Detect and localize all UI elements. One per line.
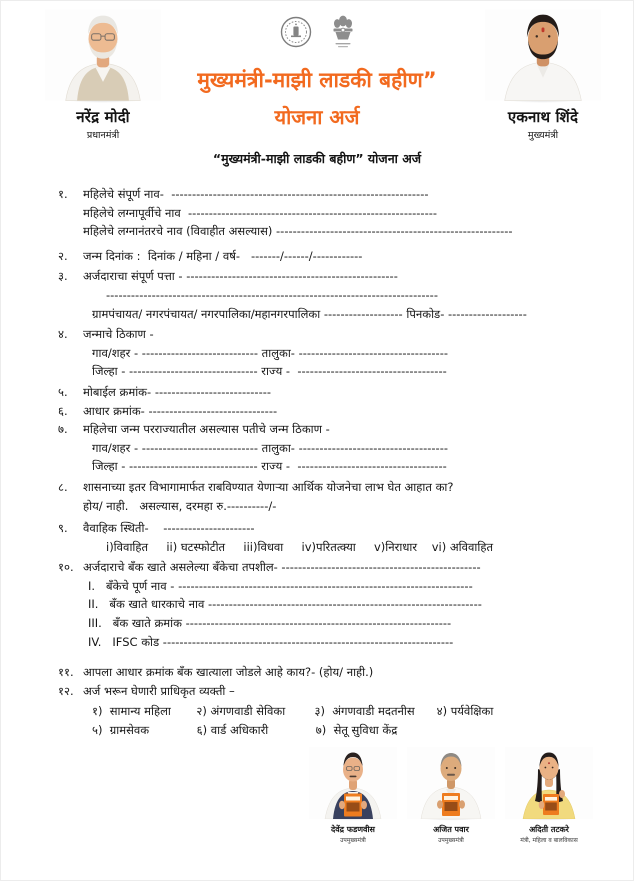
item-text: आधार क्रमांक- ------------------------------- xyxy=(83,403,278,418)
item-number: ७. xyxy=(58,422,68,437)
item-text: गाव/शहर - ---------------------------- तालुका- ------------------------------------ xyxy=(92,345,448,360)
form-line xyxy=(58,577,617,596)
item-text: महिलेचे लग्नानंतरचे नाव (विवाहीत असल्यास) --------------------------------------------------------- xyxy=(83,224,513,239)
maharashtra-seal-icon xyxy=(278,14,314,52)
item-number: ११. xyxy=(58,665,74,680)
form-line xyxy=(58,383,617,402)
item-text: अर्जदाराचा संपूर्ण पत्ता - --------------------------------------------------- xyxy=(83,269,398,284)
official-role: उपमुख्यमंत्री xyxy=(438,837,464,844)
item-text: ग्रामपंचायत/ नगरपंचायत/ नगरपालिका/महानगरपालिका ------------------- पिनकोड- ------------------- xyxy=(92,306,527,321)
form-line xyxy=(58,519,617,538)
footer-officials xyxy=(309,747,593,844)
item-text: गाव/शहर - ---------------------------- तालुका- ------------------------------------ xyxy=(92,440,448,455)
item-text: IV. IFSC कोड ---------------------------------------------------------------------- xyxy=(88,634,454,649)
form-line xyxy=(58,267,617,286)
form-line xyxy=(58,595,617,614)
item-number: २. xyxy=(58,248,68,263)
item-number xyxy=(58,204,83,223)
official-role: मुख्यमंत्री xyxy=(527,130,559,141)
form-line xyxy=(58,402,617,421)
scheme-title-line1: मुख्यमंत्री-माझी लाडकी बहीण” xyxy=(197,68,437,92)
form-line xyxy=(58,362,617,381)
item-number: ९. xyxy=(58,521,68,536)
form-line xyxy=(58,457,617,476)
form-line xyxy=(58,305,617,324)
form-line xyxy=(58,478,617,497)
item-number xyxy=(58,222,83,241)
item-text: जन्माचे ठिकाण - xyxy=(83,327,154,342)
form-line xyxy=(58,538,617,557)
form-line xyxy=(58,344,617,363)
form-line xyxy=(58,558,617,577)
form-line xyxy=(58,247,617,266)
official-name: अदिती तटकरे xyxy=(529,825,569,834)
emblems xyxy=(1,13,633,53)
official-role: प्रधानमंत्री xyxy=(86,130,120,141)
form-line xyxy=(58,204,617,223)
item-text: III. बँक खाते क्रमांक ---------------------------------------------------------------- xyxy=(88,616,452,631)
form-line xyxy=(58,222,617,241)
item-text: II. बँक खाते धारकाचे नाव ------------------------------------------------------------------ xyxy=(88,597,482,612)
item-text: -------------------------------------------------------------------------------- xyxy=(106,287,438,302)
scheme-title xyxy=(1,67,633,129)
item-text: ५) ग्रामसेवक ६) वार्ड अधिकारी ७) सेतू सुविधा केंद्र xyxy=(92,723,398,738)
footer-official-pawar xyxy=(407,747,495,844)
form-line xyxy=(58,663,617,682)
item-text: जन्म दिनांक : दिनांक / महिना / वर्ष- -------/------/------------ xyxy=(83,248,363,263)
tatkare-portrait-icon xyxy=(505,747,593,819)
form-line xyxy=(58,702,617,721)
item-text: अर्ज भरून घेणारी प्राधिकृत व्यक्ती – xyxy=(83,683,235,698)
footer-official-fadnavis xyxy=(309,747,397,844)
official-name: नरेंद्र मोदी xyxy=(76,108,130,126)
form-lines xyxy=(58,185,617,740)
official-name: देवेंद्र फडणवीस xyxy=(331,825,375,834)
item-number xyxy=(58,497,83,516)
item-number: १२. xyxy=(58,683,74,698)
form-line xyxy=(58,439,617,458)
footer-official-tatkare xyxy=(505,747,593,844)
item-text: अर्जदाराचे बँक खाते असलेल्या बँकेचा तपशील- ------------------------------------------------ xyxy=(83,560,481,575)
item-text: I. बँकेचे पूर्ण नाव - ----------------------------------------------------------------------- xyxy=(88,578,473,593)
form-line xyxy=(58,497,617,516)
form-line xyxy=(58,682,617,701)
fadnavis-photo xyxy=(309,747,397,819)
item-number: १. xyxy=(58,187,68,201)
item-text: शासनाच्या इतर विभागामार्फत राबविण्यात येणाऱ्या आर्थिक योजनेचा लाभ घेत आहात का? xyxy=(83,479,454,494)
item-text: वैवाहिक स्थिती- ---------------------- xyxy=(83,521,255,536)
pawar-photo xyxy=(407,747,495,819)
fadnavis-portrait-icon xyxy=(309,747,397,819)
item-number: ८. xyxy=(58,479,68,494)
item-number: ६. xyxy=(58,403,68,418)
item-number: १०. xyxy=(58,560,74,575)
scheme-title-line2: योजना अर्ज xyxy=(274,105,360,129)
item-text: महिलेचे लग्नापूर्वीचे नाव ------------------------------------------------------------ xyxy=(83,205,438,220)
item-text: १) सामान्य महिला २) अंगणवाडी सेविका ३) अंगणवाडी मदतनीस ४) पर्यवेक्षिका xyxy=(92,704,494,719)
form-line xyxy=(58,286,617,305)
item-number: ४. xyxy=(58,327,68,342)
form-line xyxy=(58,721,617,740)
form-line xyxy=(58,633,617,652)
item-text: महिलेचा जन्म परराज्यातील असल्यास पतीचे जन्म ठिकाण - xyxy=(83,422,330,437)
pawar-portrait-icon xyxy=(407,747,495,819)
tatkare-photo xyxy=(505,747,593,819)
official-role: उपमुख्यमंत्री xyxy=(340,837,366,844)
item-number: ५. xyxy=(58,384,68,399)
item-text: मोबाईल क्रमांक- ---------------------------- xyxy=(83,384,272,399)
form-subtitle: “मुख्यमंत्री-माझी लाडकी बहीण” योजना अर्ज xyxy=(212,151,422,166)
item-text: महिलेचे संपूर्ण नाव- -------------------------------------------------------------- xyxy=(83,187,429,201)
item-text: जिल्हा - ------------------------------- राज्य - ------------------------------------ xyxy=(92,364,447,379)
official-name: अजित पवार xyxy=(433,825,469,834)
form-line xyxy=(58,614,617,633)
item-text: होय/ नाही. असल्यास, दरमहा रु.----------/- xyxy=(83,498,277,513)
official-name: एकनाथ शिंदे xyxy=(507,108,579,126)
item-text: जिल्हा - ------------------------------- राज्य - ------------------------------------ xyxy=(92,459,447,474)
item-number: ३. xyxy=(58,269,68,284)
form-line xyxy=(58,185,617,204)
item-text: i)विवाहित ii) घटस्फोटीत iii)विधवा iv)परितत्क्या v)निराधार vi) अविवाहित xyxy=(106,539,494,554)
form-line xyxy=(58,325,617,344)
ashoka-emblem-icon xyxy=(330,13,356,53)
form-line xyxy=(58,420,617,439)
item-text: आपला आधार क्रमांक बँक खात्याला जोडले आहे काय?- (होय/ नाही.) xyxy=(83,665,374,680)
official-role: मंत्री, महिला व बालविकास xyxy=(520,837,578,844)
